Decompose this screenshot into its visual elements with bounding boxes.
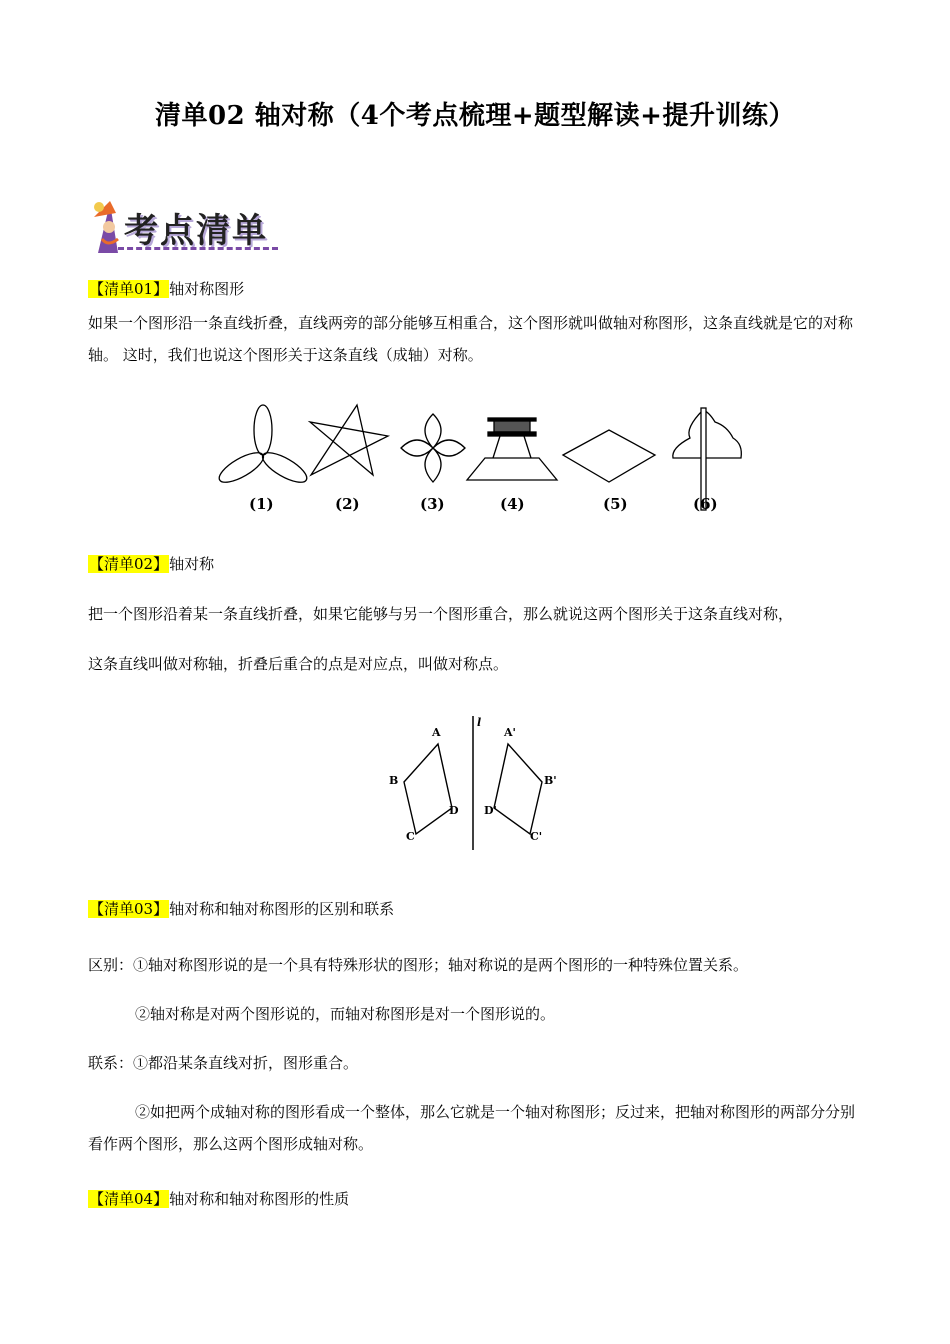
banner-underline	[118, 247, 278, 253]
section-04-heading	[88, 1188, 349, 1209]
symmetric-figures-illustration	[215, 400, 745, 520]
point-label-c-prime: C'	[530, 830, 543, 843]
figure-label-6: (6)	[693, 495, 718, 513]
figure-label-1: (1)	[249, 495, 274, 513]
section-04-tag: 【清单04】	[89, 1190, 169, 1208]
point-label-a: A	[432, 726, 441, 739]
figure-label-4: (4)	[500, 495, 525, 513]
section-01-paragraph: 如果一个图形沿一条直线折叠，直线两旁的部分能够互相重合，这个图形就叫做轴对称图形，这条直线就是它的对称轴。 这时，我们也说这个图形关于这条直线（成轴）对称。	[88, 314, 854, 364]
point-label-a-prime: A'	[504, 726, 516, 739]
point-label-c: C	[406, 830, 415, 843]
point-label-b: B	[389, 774, 399, 787]
axis-label-l: l	[477, 716, 482, 729]
figure-label-5: (5)	[603, 495, 628, 513]
section-03-tag: 【清单03】	[89, 900, 169, 918]
section-03-connection-1: 联系：①都沿某条直线对折，图形重合。	[88, 1054, 359, 1072]
reflection-diagram	[380, 712, 580, 852]
section-01-heading	[88, 278, 244, 299]
point-label-b-prime: B'	[544, 774, 557, 787]
figure-3-flower	[401, 414, 465, 482]
section-02-title: 轴对称	[169, 555, 215, 573]
section-03-heading	[88, 898, 394, 919]
section-03-title: 轴对称和轴对称图形的区别和联系	[169, 900, 395, 918]
figure-label-2: (2)	[335, 495, 360, 513]
figure-2-star	[310, 405, 388, 475]
quadrilateral-a-prime	[494, 744, 542, 834]
section-02-paragraph-1: 把一个图形沿着某一条直线折叠，如果它能够与另一个图形重合，那么就说这两个图形关于这条直线对称，	[88, 605, 794, 623]
section-02-paragraph-2: 这条直线叫做对称轴，折叠后重合的点是对应点，叫做对称点。	[88, 655, 509, 673]
figure-4-stand	[467, 418, 557, 480]
section-03-difference-1: 区别：①轴对称图形说的是一个具有特殊形状的图形；轴对称说的是两个图形的一种特殊位置关系。	[88, 956, 749, 974]
section-02-heading	[88, 553, 214, 574]
section-banner	[88, 195, 288, 257]
section-04-title: 轴对称和轴对称图形的性质	[169, 1190, 350, 1208]
figure-1-propeller	[215, 405, 311, 488]
section-01-tag: 【清单01】	[89, 280, 169, 298]
banner-title: 考点清单	[124, 211, 268, 251]
point-label-d: D	[449, 804, 459, 817]
figure-label-3: (3)	[420, 495, 445, 513]
section-02-tag: 【清单02】	[89, 555, 169, 573]
section-01-title: 轴对称图形	[169, 280, 245, 298]
figure-5-rhombus	[563, 430, 655, 482]
point-label-d-prime: D'	[484, 804, 497, 817]
quadrilateral-abcd	[404, 744, 452, 834]
page-title: 清单02 轴对称（4个考点梳理+题型解读+提升训练）	[155, 101, 795, 131]
section-03-connection-2: ②如把两个成轴对称的图形看成一个整体，那么它就是一个轴对称图形；反过来，把轴对称图形的两部分分别看作两个图形，那么这两个图形成轴对称。	[88, 1103, 856, 1153]
section-03-difference-2: ②轴对称是对两个图形说的，而轴对称图形是对一个图形说的。	[135, 1005, 556, 1023]
